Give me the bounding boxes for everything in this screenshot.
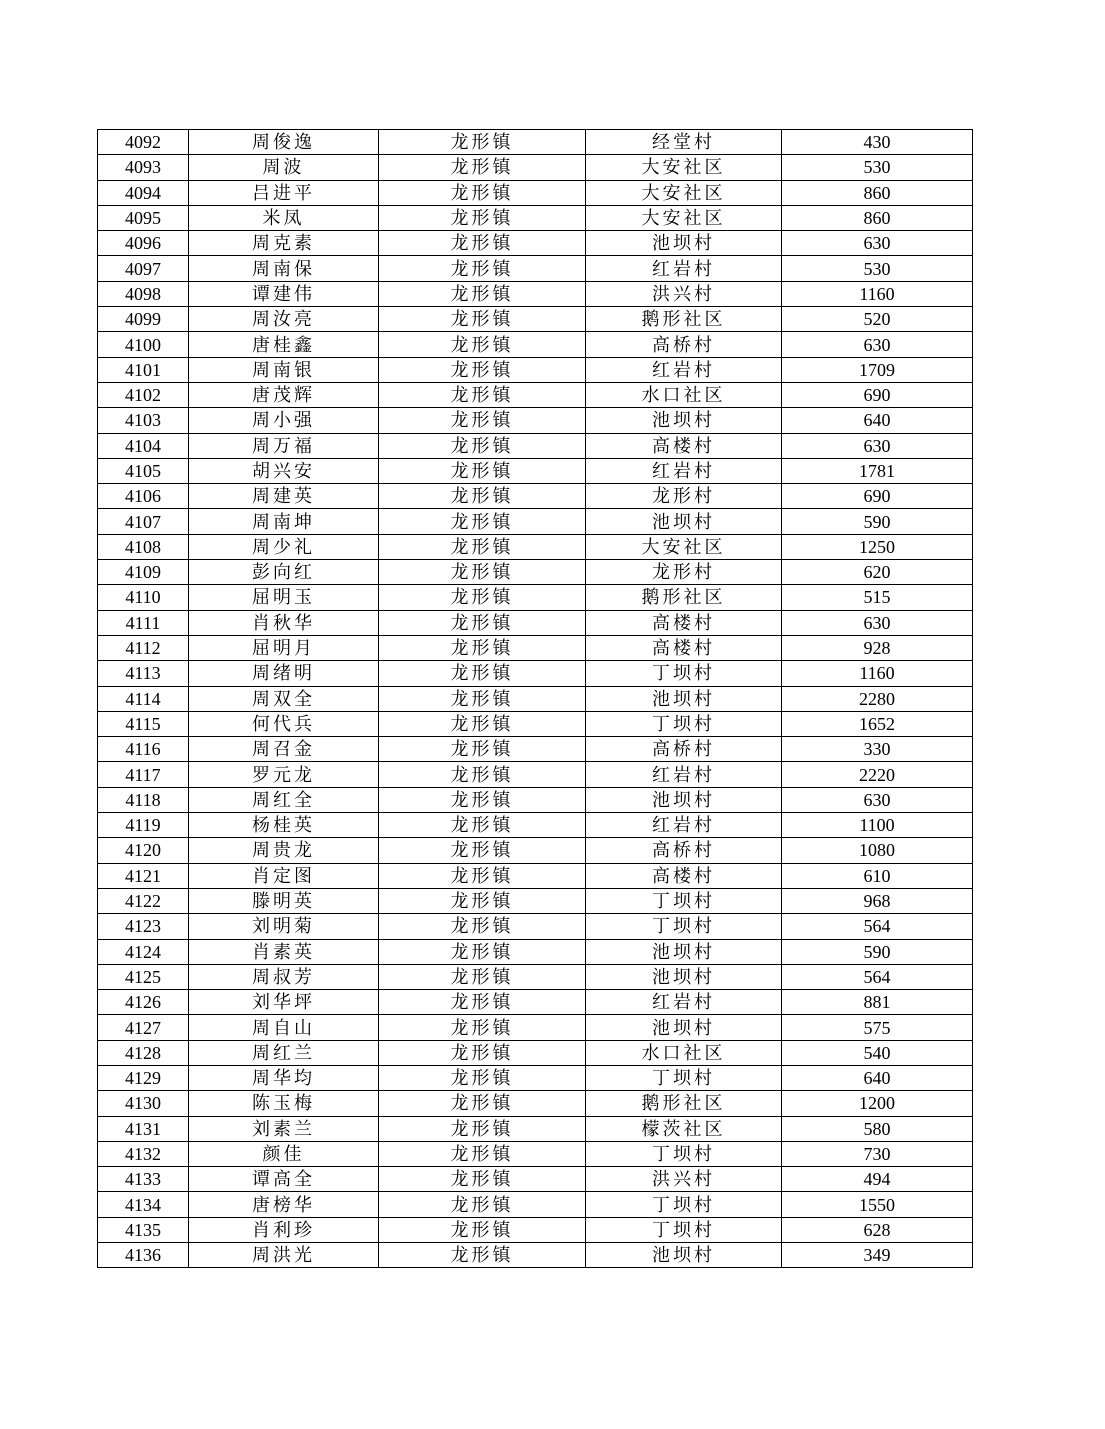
table-body xyxy=(98,130,973,1268)
row-number-cell: 4092 xyxy=(98,130,189,155)
name-cell: 胡兴安 xyxy=(189,458,379,483)
village-cell: 池坝村 xyxy=(586,787,782,812)
row-number-cell: 4136 xyxy=(98,1243,189,1268)
town-cell: 龙形镇 xyxy=(379,964,586,989)
name-cell: 周万福 xyxy=(189,433,379,458)
row-number-cell: 4096 xyxy=(98,231,189,256)
row-number-cell: 4100 xyxy=(98,332,189,357)
town-cell: 龙形镇 xyxy=(379,585,586,610)
table-row xyxy=(98,408,973,433)
row-number-cell: 4099 xyxy=(98,307,189,332)
town-cell: 龙形镇 xyxy=(379,863,586,888)
row-number-cell: 4113 xyxy=(98,661,189,686)
name-cell: 肖利珍 xyxy=(189,1217,379,1242)
amount-cell: 580 xyxy=(782,1116,973,1141)
row-number-cell: 4126 xyxy=(98,990,189,1015)
name-cell: 颜佳 xyxy=(189,1141,379,1166)
table-row xyxy=(98,610,973,635)
table-row xyxy=(98,534,973,559)
amount-cell: 860 xyxy=(782,180,973,205)
town-cell: 龙形镇 xyxy=(379,357,586,382)
village-cell: 龙形村 xyxy=(586,484,782,509)
village-cell: 洪兴村 xyxy=(586,1167,782,1192)
table-row xyxy=(98,307,973,332)
amount-cell: 590 xyxy=(782,509,973,534)
row-number-cell: 4097 xyxy=(98,256,189,281)
amount-cell: 1250 xyxy=(782,534,973,559)
name-cell: 屈明月 xyxy=(189,635,379,660)
row-number-cell: 4128 xyxy=(98,1040,189,1065)
town-cell: 龙形镇 xyxy=(379,332,586,357)
name-cell: 何代兵 xyxy=(189,711,379,736)
row-number-cell: 4127 xyxy=(98,1015,189,1040)
row-number-cell: 4109 xyxy=(98,560,189,585)
table-row xyxy=(98,711,973,736)
row-number-cell: 4117 xyxy=(98,762,189,787)
name-cell: 周波 xyxy=(189,155,379,180)
town-cell: 龙形镇 xyxy=(379,307,586,332)
amount-cell: 928 xyxy=(782,635,973,660)
town-cell: 龙形镇 xyxy=(379,661,586,686)
village-cell: 大安社区 xyxy=(586,155,782,180)
row-number-cell: 4135 xyxy=(98,1217,189,1242)
name-cell: 肖定图 xyxy=(189,863,379,888)
village-cell: 龙形村 xyxy=(586,560,782,585)
village-cell: 红岩村 xyxy=(586,813,782,838)
row-number-cell: 4093 xyxy=(98,155,189,180)
row-number-cell: 4098 xyxy=(98,281,189,306)
town-cell: 龙形镇 xyxy=(379,1141,586,1166)
amount-cell: 2220 xyxy=(782,762,973,787)
table-row xyxy=(98,787,973,812)
town-cell: 龙形镇 xyxy=(379,256,586,281)
village-cell: 檬茨社区 xyxy=(586,1116,782,1141)
name-cell: 周红兰 xyxy=(189,1040,379,1065)
amount-cell: 2280 xyxy=(782,686,973,711)
village-cell: 丁坝村 xyxy=(586,888,782,913)
amount-cell: 968 xyxy=(782,888,973,913)
amount-cell: 520 xyxy=(782,307,973,332)
row-number-cell: 4125 xyxy=(98,964,189,989)
amount-cell: 610 xyxy=(782,863,973,888)
row-number-cell: 4123 xyxy=(98,914,189,939)
table-row xyxy=(98,686,973,711)
amount-cell: 630 xyxy=(782,433,973,458)
village-cell: 鹅形社区 xyxy=(586,585,782,610)
table-row xyxy=(98,661,973,686)
amount-cell: 1200 xyxy=(782,1091,973,1116)
name-cell: 周华均 xyxy=(189,1065,379,1090)
table-row xyxy=(98,180,973,205)
town-cell: 龙形镇 xyxy=(379,635,586,660)
village-cell: 丁坝村 xyxy=(586,1141,782,1166)
name-cell: 周双全 xyxy=(189,686,379,711)
row-number-cell: 4131 xyxy=(98,1116,189,1141)
town-cell: 龙形镇 xyxy=(379,1167,586,1192)
row-number-cell: 4134 xyxy=(98,1192,189,1217)
row-number-cell: 4114 xyxy=(98,686,189,711)
row-number-cell: 4107 xyxy=(98,509,189,534)
village-cell: 池坝村 xyxy=(586,509,782,534)
table-row xyxy=(98,458,973,483)
row-number-cell: 4122 xyxy=(98,888,189,913)
village-cell: 鹅形社区 xyxy=(586,307,782,332)
name-cell: 吕进平 xyxy=(189,180,379,205)
town-cell: 龙形镇 xyxy=(379,914,586,939)
amount-cell: 1550 xyxy=(782,1192,973,1217)
amount-cell: 630 xyxy=(782,332,973,357)
village-cell: 红岩村 xyxy=(586,256,782,281)
town-cell: 龙形镇 xyxy=(379,711,586,736)
village-cell: 鹅形社区 xyxy=(586,1091,782,1116)
amount-cell: 530 xyxy=(782,155,973,180)
amount-cell: 881 xyxy=(782,990,973,1015)
amount-cell: 540 xyxy=(782,1040,973,1065)
table-row xyxy=(98,231,973,256)
name-cell: 周贵龙 xyxy=(189,838,379,863)
village-cell: 池坝村 xyxy=(586,686,782,711)
amount-cell: 640 xyxy=(782,408,973,433)
row-number-cell: 4095 xyxy=(98,205,189,230)
village-cell: 红岩村 xyxy=(586,762,782,787)
table-row xyxy=(98,256,973,281)
amount-cell: 640 xyxy=(782,1065,973,1090)
name-cell: 周南银 xyxy=(189,357,379,382)
amount-cell: 430 xyxy=(782,130,973,155)
town-cell: 龙形镇 xyxy=(379,1192,586,1217)
name-cell: 唐榜华 xyxy=(189,1192,379,1217)
village-cell: 丁坝村 xyxy=(586,1217,782,1242)
amount-cell: 1652 xyxy=(782,711,973,736)
village-cell: 丁坝村 xyxy=(586,914,782,939)
amount-cell: 564 xyxy=(782,914,973,939)
name-cell: 谭建伟 xyxy=(189,281,379,306)
town-cell: 龙形镇 xyxy=(379,484,586,509)
table-row xyxy=(98,357,973,382)
amount-cell: 1080 xyxy=(782,838,973,863)
village-cell: 丁坝村 xyxy=(586,1192,782,1217)
name-cell: 周小强 xyxy=(189,408,379,433)
amount-cell: 630 xyxy=(782,787,973,812)
town-cell: 龙形镇 xyxy=(379,458,586,483)
village-cell: 红岩村 xyxy=(586,357,782,382)
town-cell: 龙形镇 xyxy=(379,838,586,863)
town-cell: 龙形镇 xyxy=(379,205,586,230)
row-number-cell: 4124 xyxy=(98,939,189,964)
town-cell: 龙形镇 xyxy=(379,787,586,812)
town-cell: 龙形镇 xyxy=(379,939,586,964)
table-row xyxy=(98,1091,973,1116)
table-row xyxy=(98,1141,973,1166)
row-number-cell: 4112 xyxy=(98,635,189,660)
row-number-cell: 4120 xyxy=(98,838,189,863)
amount-cell: 1781 xyxy=(782,458,973,483)
table-row xyxy=(98,1192,973,1217)
town-cell: 龙形镇 xyxy=(379,990,586,1015)
table-row xyxy=(98,863,973,888)
village-cell: 水口社区 xyxy=(586,1040,782,1065)
name-cell: 刘明菊 xyxy=(189,914,379,939)
town-cell: 龙形镇 xyxy=(379,180,586,205)
name-cell: 周南坤 xyxy=(189,509,379,534)
town-cell: 龙形镇 xyxy=(379,382,586,407)
village-cell: 大安社区 xyxy=(586,205,782,230)
town-cell: 龙形镇 xyxy=(379,433,586,458)
village-cell: 红岩村 xyxy=(586,458,782,483)
roster-table xyxy=(97,129,973,1268)
table-row xyxy=(98,813,973,838)
table-row xyxy=(98,205,973,230)
village-cell: 大安社区 xyxy=(586,534,782,559)
table-row xyxy=(98,585,973,610)
village-cell: 高桥村 xyxy=(586,737,782,762)
village-cell: 池坝村 xyxy=(586,1243,782,1268)
amount-cell: 530 xyxy=(782,256,973,281)
table-row xyxy=(98,1167,973,1192)
name-cell: 杨桂英 xyxy=(189,813,379,838)
table-row xyxy=(98,484,973,509)
town-cell: 龙形镇 xyxy=(379,408,586,433)
name-cell: 周南保 xyxy=(189,256,379,281)
name-cell: 周自山 xyxy=(189,1015,379,1040)
village-cell: 红岩村 xyxy=(586,990,782,1015)
town-cell: 龙形镇 xyxy=(379,1116,586,1141)
village-cell: 高楼村 xyxy=(586,635,782,660)
amount-cell: 630 xyxy=(782,610,973,635)
village-cell: 池坝村 xyxy=(586,408,782,433)
town-cell: 龙形镇 xyxy=(379,1091,586,1116)
village-cell: 大安社区 xyxy=(586,180,782,205)
village-cell: 池坝村 xyxy=(586,1015,782,1040)
row-number-cell: 4118 xyxy=(98,787,189,812)
amount-cell: 575 xyxy=(782,1015,973,1040)
name-cell: 周少礼 xyxy=(189,534,379,559)
amount-cell: 860 xyxy=(782,205,973,230)
amount-cell: 590 xyxy=(782,939,973,964)
name-cell: 刘素兰 xyxy=(189,1116,379,1141)
row-number-cell: 4115 xyxy=(98,711,189,736)
amount-cell: 1709 xyxy=(782,357,973,382)
name-cell: 周红全 xyxy=(189,787,379,812)
table-row xyxy=(98,1065,973,1090)
table-row xyxy=(98,914,973,939)
village-cell: 高桥村 xyxy=(586,332,782,357)
amount-cell: 620 xyxy=(782,560,973,585)
name-cell: 肖秋华 xyxy=(189,610,379,635)
row-number-cell: 4094 xyxy=(98,180,189,205)
table-row xyxy=(98,1116,973,1141)
name-cell: 罗元龙 xyxy=(189,762,379,787)
table-row xyxy=(98,1243,973,1268)
name-cell: 周绪明 xyxy=(189,661,379,686)
name-cell: 彭向红 xyxy=(189,560,379,585)
name-cell: 屈明玉 xyxy=(189,585,379,610)
name-cell: 唐茂辉 xyxy=(189,382,379,407)
table-row xyxy=(98,1015,973,1040)
village-cell: 经堂村 xyxy=(586,130,782,155)
village-cell: 高楼村 xyxy=(586,610,782,635)
town-cell: 龙形镇 xyxy=(379,281,586,306)
table-row xyxy=(98,635,973,660)
table-row xyxy=(98,964,973,989)
village-cell: 高桥村 xyxy=(586,838,782,863)
row-number-cell: 4130 xyxy=(98,1091,189,1116)
table-row xyxy=(98,130,973,155)
table-row xyxy=(98,939,973,964)
row-number-cell: 4101 xyxy=(98,357,189,382)
amount-cell: 628 xyxy=(782,1217,973,1242)
village-cell: 水口社区 xyxy=(586,382,782,407)
village-cell: 丁坝村 xyxy=(586,1065,782,1090)
town-cell: 龙形镇 xyxy=(379,1243,586,1268)
amount-cell: 494 xyxy=(782,1167,973,1192)
town-cell: 龙形镇 xyxy=(379,762,586,787)
name-cell: 米凤 xyxy=(189,205,379,230)
table-row xyxy=(98,888,973,913)
town-cell: 龙形镇 xyxy=(379,1217,586,1242)
town-cell: 龙形镇 xyxy=(379,534,586,559)
name-cell: 周建英 xyxy=(189,484,379,509)
name-cell: 陈玉梅 xyxy=(189,1091,379,1116)
row-number-cell: 4103 xyxy=(98,408,189,433)
name-cell: 刘华坪 xyxy=(189,990,379,1015)
amount-cell: 330 xyxy=(782,737,973,762)
village-cell: 池坝村 xyxy=(586,964,782,989)
amount-cell: 515 xyxy=(782,585,973,610)
town-cell: 龙形镇 xyxy=(379,610,586,635)
town-cell: 龙形镇 xyxy=(379,888,586,913)
table-row xyxy=(98,1217,973,1242)
row-number-cell: 4121 xyxy=(98,863,189,888)
village-cell: 丁坝村 xyxy=(586,711,782,736)
table-row xyxy=(98,560,973,585)
table-row xyxy=(98,433,973,458)
town-cell: 龙形镇 xyxy=(379,686,586,711)
town-cell: 龙形镇 xyxy=(379,1015,586,1040)
amount-cell: 564 xyxy=(782,964,973,989)
row-number-cell: 4102 xyxy=(98,382,189,407)
name-cell: 周召金 xyxy=(189,737,379,762)
name-cell: 周汝亮 xyxy=(189,307,379,332)
row-number-cell: 4132 xyxy=(98,1141,189,1166)
name-cell: 谭高全 xyxy=(189,1167,379,1192)
row-number-cell: 4111 xyxy=(98,610,189,635)
name-cell: 肖素英 xyxy=(189,939,379,964)
row-number-cell: 4119 xyxy=(98,813,189,838)
name-cell: 唐桂鑫 xyxy=(189,332,379,357)
town-cell: 龙形镇 xyxy=(379,1040,586,1065)
amount-cell: 349 xyxy=(782,1243,973,1268)
row-number-cell: 4108 xyxy=(98,534,189,559)
amount-cell: 730 xyxy=(782,1141,973,1166)
table-row xyxy=(98,509,973,534)
table-row xyxy=(98,762,973,787)
town-cell: 龙形镇 xyxy=(379,813,586,838)
town-cell: 龙形镇 xyxy=(379,737,586,762)
name-cell: 周叔芳 xyxy=(189,964,379,989)
village-cell: 丁坝村 xyxy=(586,661,782,686)
village-cell: 池坝村 xyxy=(586,231,782,256)
table-row xyxy=(98,737,973,762)
amount-cell: 690 xyxy=(782,382,973,407)
table-row xyxy=(98,155,973,180)
amount-cell: 1160 xyxy=(782,281,973,306)
row-number-cell: 4106 xyxy=(98,484,189,509)
row-number-cell: 4116 xyxy=(98,737,189,762)
name-cell: 周洪光 xyxy=(189,1243,379,1268)
row-number-cell: 4105 xyxy=(98,458,189,483)
town-cell: 龙形镇 xyxy=(379,1065,586,1090)
table-row xyxy=(98,281,973,306)
amount-cell: 630 xyxy=(782,231,973,256)
amount-cell: 690 xyxy=(782,484,973,509)
town-cell: 龙形镇 xyxy=(379,231,586,256)
village-cell: 池坝村 xyxy=(586,939,782,964)
table-row xyxy=(98,1040,973,1065)
amount-cell: 1160 xyxy=(782,661,973,686)
amount-cell: 1100 xyxy=(782,813,973,838)
row-number-cell: 4110 xyxy=(98,585,189,610)
row-number-cell: 4129 xyxy=(98,1065,189,1090)
village-cell: 高楼村 xyxy=(586,433,782,458)
village-cell: 洪兴村 xyxy=(586,281,782,306)
table-row xyxy=(98,382,973,407)
village-cell: 高楼村 xyxy=(586,863,782,888)
town-cell: 龙形镇 xyxy=(379,509,586,534)
name-cell: 周俊逸 xyxy=(189,130,379,155)
town-cell: 龙形镇 xyxy=(379,155,586,180)
table-row xyxy=(98,990,973,1015)
name-cell: 周克素 xyxy=(189,231,379,256)
row-number-cell: 4104 xyxy=(98,433,189,458)
name-cell: 滕明英 xyxy=(189,888,379,913)
table-row xyxy=(98,332,973,357)
town-cell: 龙形镇 xyxy=(379,130,586,155)
town-cell: 龙形镇 xyxy=(379,560,586,585)
table-row xyxy=(98,838,973,863)
row-number-cell: 4133 xyxy=(98,1167,189,1192)
